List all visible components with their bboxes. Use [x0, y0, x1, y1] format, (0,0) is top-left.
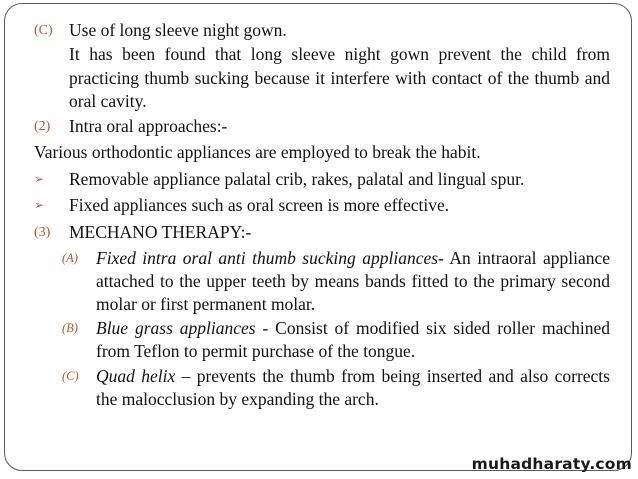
item-c-title: Use of long sleeve night gown. — [69, 20, 287, 40]
subitem-a-name: Fixed intra oral anti thumb sucking appliances — [96, 248, 439, 268]
subitem-a — [96, 247, 610, 316]
bullet-item: Removable appliance palatal crib, rakes, palatal and lingual spur. — [69, 169, 525, 189]
item-2-title: Intra oral approaches:- — [69, 116, 228, 136]
subitem-a-marker: (A) — [62, 251, 78, 265]
bullet-arrow-icon: ➢ — [34, 172, 45, 186]
item-c-body: It has been found that long sleeve night gown prevent the child from practicing thumb sucking because it interfere with contact of the thumb and oral cavity. — [69, 44, 610, 111]
subitem-c-name: Quad helix — [96, 366, 176, 386]
item-2-intro: Various orthodontic appliances are employed to break the habit. — [34, 142, 481, 162]
subitem-b-name: Blue grass appliances — [96, 318, 256, 338]
subitem-c — [96, 365, 610, 411]
subitem-b-desc: - Consist of modified six sided roller machined from Teflon to permit purchase of the tongue. — [96, 318, 610, 361]
item-c-marker: (C) — [34, 23, 53, 38]
subitem-b — [96, 317, 610, 363]
item-2-marker: (2) — [34, 119, 51, 134]
watermark-logo[interactable]: muhadharaty.com — [471, 455, 632, 473]
item-3-title: MECHANO THERAPY:- — [69, 222, 252, 242]
subitem-a-desc: - An intraoral appliance attached to the upper teeth by means bands fitted to the primary second molar or first permanent molar. — [96, 248, 610, 314]
subitem-b-marker: (B) — [62, 321, 78, 335]
bullet-arrow-icon: ➢ — [34, 198, 45, 212]
subitem-c-desc: – prevents the thumb from being inserted and also corrects the malocclusion by expanding the arch. — [96, 366, 610, 409]
item-3-marker: (3) — [34, 225, 51, 240]
bullet-item: Fixed appliances such as oral screen is more effective. — [69, 195, 450, 215]
subitem-c-marker: (C) — [62, 369, 79, 383]
